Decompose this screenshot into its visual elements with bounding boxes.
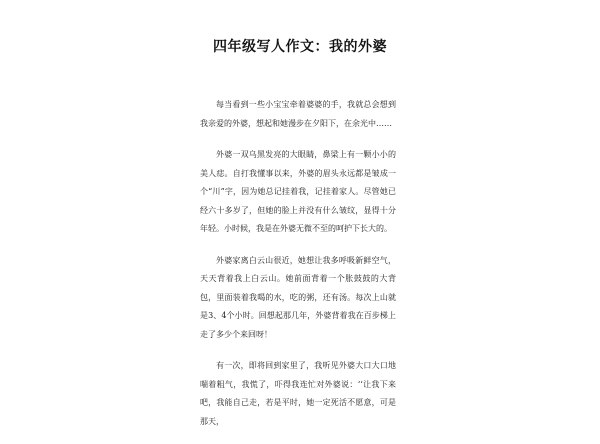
document-title: 四年级写人作文：我的外婆 [213, 39, 387, 55]
paragraph: 有一次，即将回到家里了，我听见外婆大口大口地喘着粗气，我慌了，吓得我连忙对外婆说：‘‘让我下来吧，我能自己走，若是平时，她一定死活不愿意，可是那天， [200, 361, 396, 426]
paragraph: 外婆一双乌黑发亮的大眼睛，鼻梁上有一颗小小的美人痣。自打我懂事以来，外婆的眉头永远都是皱成一个“川”字，因为她总记挂着我，记挂着家人。尽管她已经六十多岁了，但她的脸上并没有什么皱纹，显得十分年轻。小时候，我是在外婆无微不至的呵护下长大的。 [200, 150, 396, 233]
paragraph: 每当看到一些小宝宝牵着婆婆的手，我就总会想到我亲爱的外婆，想起和她漫步在夕阳下，在余光中…… [200, 100, 396, 128]
paragraph: 外婆家离白云山很近，她想让我多呼吸新鲜空气，天天背着我上白云山。她前面背着一个胀鼓鼓的大背包，里面装着我喝的水，吃的粥，还有汤。每次上山就是3、4个小时。回想起那几年，外婆背着我在百步梯上走了多少个来回呀！ [200, 255, 396, 339]
document-body [200, 96, 396, 444]
